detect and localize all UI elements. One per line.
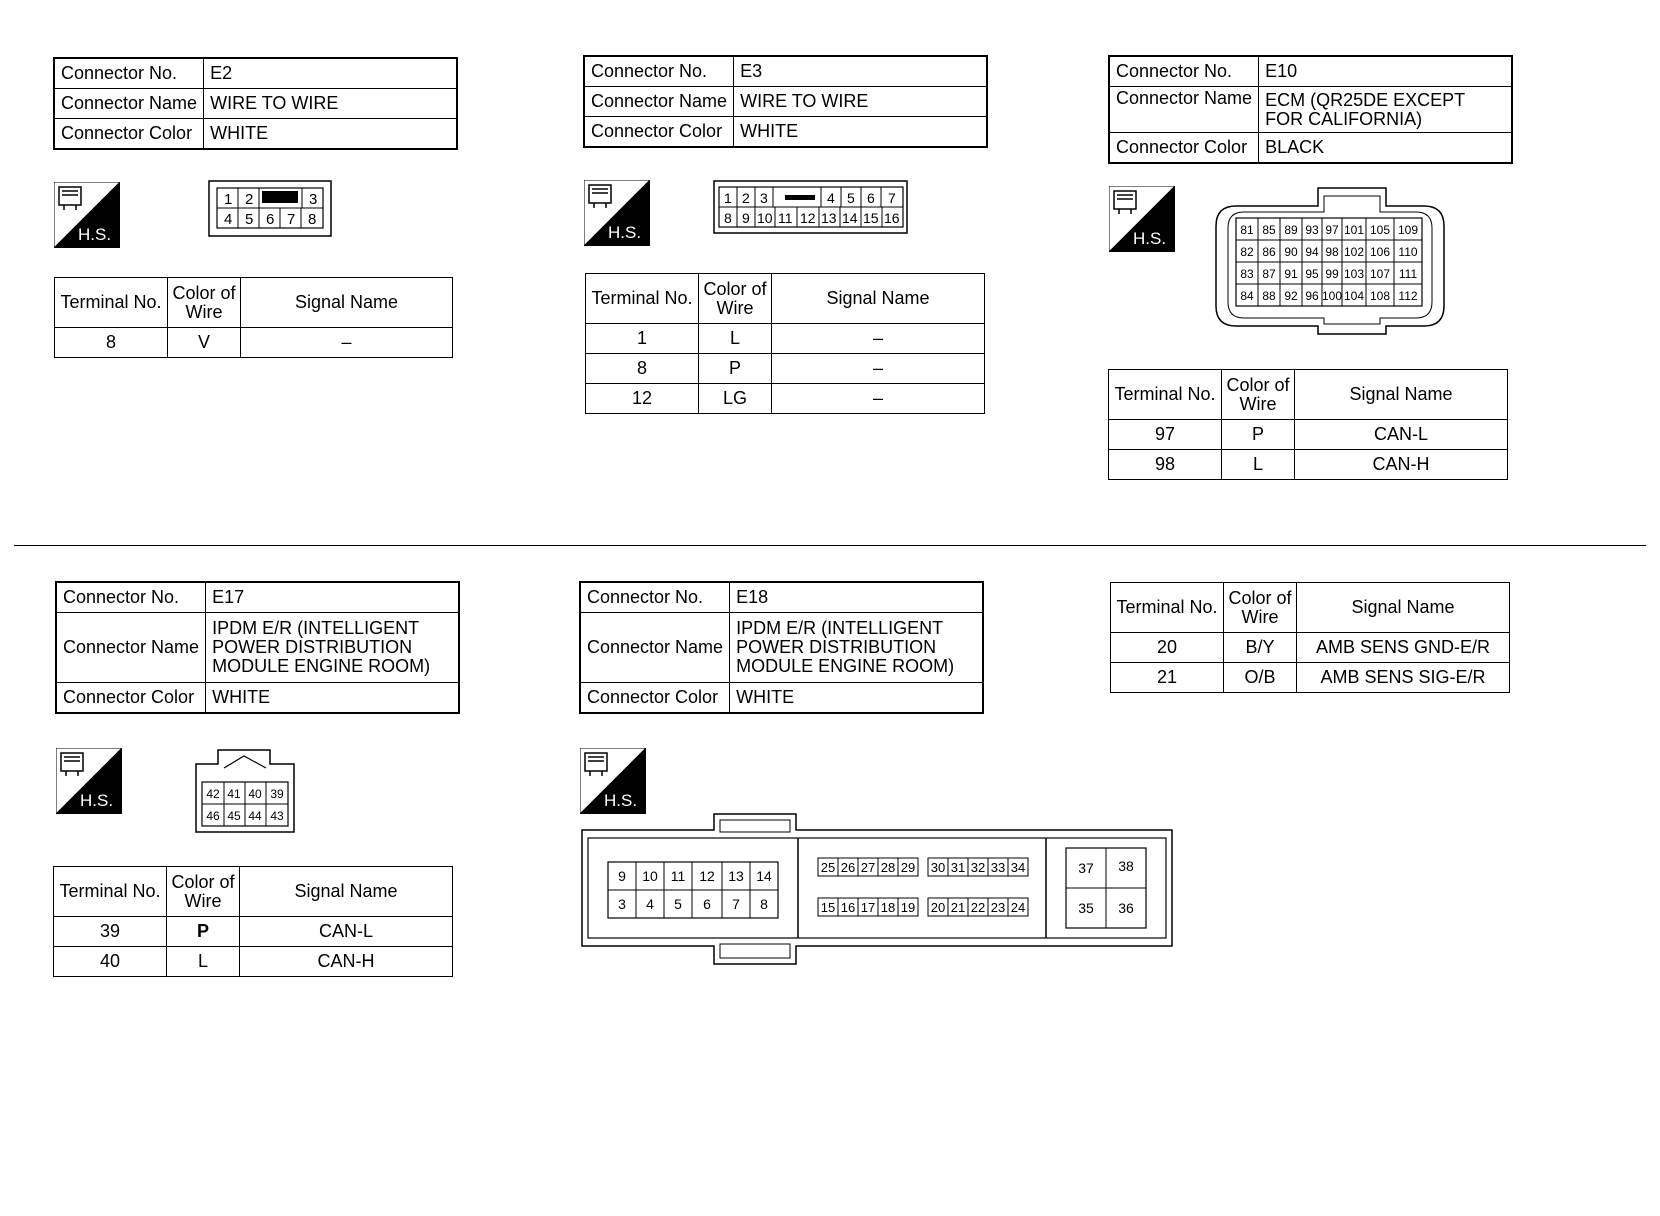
hs-label: H.S. <box>604 791 638 810</box>
terminal-header: Terminal No. <box>1109 370 1222 420</box>
pin-label: 2 <box>245 191 254 208</box>
wire-color-header <box>1222 370 1295 420</box>
wire-cell: P <box>1222 420 1295 450</box>
connector-color-value: BLACK <box>1259 133 1512 163</box>
connector-no-value: E17 <box>206 583 459 613</box>
pin-label: 105 <box>1369 223 1391 237</box>
header-line: Wire <box>716 297 754 318</box>
header-line: Wire <box>185 301 223 322</box>
connector-name-label: Connector Name <box>55 89 204 119</box>
name-line: IPDM E/R (INTELLIGENT <box>736 618 944 638</box>
table-row <box>1109 420 1508 450</box>
pin-label: 89 <box>1284 223 1298 237</box>
header-line: Color of <box>172 282 236 303</box>
pin-label: 8 <box>308 211 317 228</box>
terminal-cell: 40 <box>54 947 167 977</box>
pin-label: 3 <box>760 190 768 206</box>
signal-cell: – <box>241 328 453 358</box>
e17-connector-face <box>194 748 296 834</box>
e2-terminal-table <box>54 277 453 358</box>
signal-cell: AMB SENS SIG-E/R <box>1297 663 1510 693</box>
connector-no-label: Connector No. <box>581 583 730 613</box>
signal-cell: CAN-H <box>1295 450 1508 480</box>
pin-label: 7 <box>888 190 896 206</box>
pin-label: 40 <box>248 787 262 801</box>
signal-header: Signal Name <box>240 867 453 917</box>
pin-label: 16 <box>884 210 900 226</box>
e2-connector-info-table <box>54 58 457 149</box>
e3-terminal-table <box>585 273 985 414</box>
pin-label: 17 <box>860 900 876 915</box>
pin-label: 5 <box>674 896 682 912</box>
connector-name-label: Connector Name <box>1110 87 1259 133</box>
pin-label: 4 <box>224 211 233 228</box>
pin-label: 8 <box>724 210 732 226</box>
pin-label: 38 <box>1118 858 1134 874</box>
terminal-header: Terminal No. <box>586 274 699 324</box>
e17-terminal-table <box>53 866 453 977</box>
connector-no-value: E3 <box>734 57 987 87</box>
e10-connector-face <box>1210 186 1450 338</box>
terminal-header: Terminal No. <box>1111 583 1224 633</box>
table-row <box>54 947 453 977</box>
pin-label: 82 <box>1240 245 1254 259</box>
table-row <box>1109 450 1508 480</box>
pin-label: 36 <box>1118 900 1134 916</box>
pin-label: 41 <box>227 787 241 801</box>
table-row <box>55 328 453 358</box>
wire-cell: P <box>167 917 240 947</box>
pin-label: 39 <box>270 787 284 801</box>
pin-label: 109 <box>1397 223 1419 237</box>
connector-no-label: Connector No. <box>585 57 734 87</box>
pin-label: 23 <box>990 900 1006 915</box>
hs-label: H.S. <box>608 223 642 242</box>
e2-connector-face <box>208 180 333 238</box>
signal-header: Signal Name <box>241 278 453 328</box>
pin-label: 13 <box>728 868 744 884</box>
signal-cell: – <box>772 324 985 354</box>
pin-label: 6 <box>266 211 275 228</box>
wire-cell: O/B <box>1224 663 1297 693</box>
pin-label: 103 <box>1343 267 1365 281</box>
pin-label: 10 <box>757 210 773 226</box>
pin-label: 27 <box>860 860 876 875</box>
signal-header: Signal Name <box>772 274 985 324</box>
connector-color-label: Connector Color <box>581 683 730 713</box>
pin-label: 91 <box>1284 267 1298 281</box>
wire-cell: P <box>699 354 772 384</box>
harness-side-icon <box>580 748 646 814</box>
connector-no-value: E18 <box>730 583 983 613</box>
pin-label: 9 <box>618 868 626 884</box>
name-line: MODULE ENGINE ROOM) <box>212 656 431 676</box>
pin-label: 101 <box>1343 223 1365 237</box>
pin-label: 85 <box>1262 223 1276 237</box>
pin-label: 84 <box>1240 289 1254 303</box>
pin-label: 86 <box>1262 245 1276 259</box>
pin-label: 14 <box>756 868 772 884</box>
pin-label: 6 <box>703 896 711 912</box>
header-line: Color of <box>1226 374 1290 395</box>
pin-label: 30 <box>930 860 946 875</box>
wire-color-header <box>167 867 240 917</box>
connector-color-label: Connector Color <box>57 683 206 713</box>
connector-name-value <box>1259 87 1512 133</box>
pin-label: 93 <box>1305 223 1319 237</box>
hs-label: H.S. <box>80 791 114 810</box>
pin-label: 15 <box>863 210 879 226</box>
header-line: Color of <box>171 871 235 892</box>
harness-side-icon <box>56 748 122 814</box>
wire-color-header <box>168 278 241 328</box>
pin-label: 94 <box>1305 245 1319 259</box>
pin-label: 12 <box>699 868 715 884</box>
wire-cell: L <box>167 947 240 977</box>
table-row <box>586 354 985 384</box>
pin-label: 102 <box>1343 245 1365 259</box>
pin-label: 46 <box>206 809 220 823</box>
wire-color-header <box>699 274 772 324</box>
connector-name-value <box>730 613 983 683</box>
pin-label: 11 <box>778 210 793 226</box>
header-line: Color of <box>703 278 767 299</box>
e18-connector-face <box>580 812 1176 972</box>
connector-no-value: E10 <box>1259 57 1512 87</box>
pin-label: 13 <box>821 210 837 226</box>
e18-terminal-table <box>1110 582 1510 693</box>
pin-label: 32 <box>970 860 986 875</box>
pin-label: 100 <box>1321 289 1343 303</box>
signal-cell: AMB SENS GND-E/R <box>1297 633 1510 663</box>
pin-label: 34 <box>1010 860 1026 875</box>
connector-color-label: Connector Color <box>1110 133 1259 163</box>
pin-label: 112 <box>1398 289 1418 303</box>
pin-label: 97 <box>1325 223 1339 237</box>
terminal-cell: 97 <box>1109 420 1222 450</box>
connector-no-label: Connector No. <box>55 59 204 89</box>
pin-label: 3 <box>309 191 318 208</box>
pin-label: 99 <box>1325 267 1339 281</box>
pin-label: 11 <box>670 868 686 884</box>
pin-label: 106 <box>1369 245 1391 259</box>
terminal-cell: 1 <box>586 324 699 354</box>
wire-cell: B/Y <box>1224 633 1297 663</box>
wire-cell: L <box>699 324 772 354</box>
terminal-cell: 12 <box>586 384 699 414</box>
signal-cell: – <box>772 354 985 384</box>
pin-label: 90 <box>1284 245 1298 259</box>
terminal-cell: 8 <box>55 328 168 358</box>
pin-label: 111 <box>1398 267 1418 281</box>
connector-name-label: Connector Name <box>57 613 206 683</box>
pin-label: 110 <box>1398 245 1418 259</box>
e10-connector-info-table <box>1109 56 1512 163</box>
signal-cell: CAN-L <box>240 917 453 947</box>
terminal-cell: 21 <box>1111 663 1224 693</box>
pin-label: 16 <box>840 900 856 915</box>
pin-label: 1 <box>224 191 233 208</box>
table-row <box>1111 633 1510 663</box>
pin-label: 87 <box>1262 267 1276 281</box>
table-row <box>586 384 985 414</box>
wire-cell: V <box>168 328 241 358</box>
section-divider <box>14 545 1646 546</box>
e18-connector-info-table <box>580 582 983 713</box>
pin-label: 95 <box>1305 267 1319 281</box>
table-row <box>54 917 453 947</box>
pin-label: 7 <box>732 896 740 912</box>
pin-label: 107 <box>1369 267 1391 281</box>
pin-label: 3 <box>618 896 626 912</box>
pin-label: 92 <box>1284 289 1298 303</box>
pin-label: 12 <box>800 210 816 226</box>
connector-name-value <box>206 613 459 683</box>
harness-side-icon <box>54 182 120 248</box>
name-line: FOR CALIFORNIA) <box>1265 108 1423 129</box>
connector-no-label: Connector No. <box>57 583 206 613</box>
pin-label: 29 <box>900 860 916 875</box>
pin-label: 7 <box>287 211 296 228</box>
pin-label: 8 <box>760 896 768 912</box>
terminal-cell: 8 <box>586 354 699 384</box>
pin-label: 14 <box>842 210 858 226</box>
table-row <box>1111 663 1510 693</box>
pin-label: 44 <box>248 809 262 823</box>
terminal-header: Terminal No. <box>54 867 167 917</box>
header-line: Wire <box>1239 393 1277 414</box>
pin-label: 18 <box>880 900 896 915</box>
connector-color-label: Connector Color <box>585 117 734 147</box>
pin-label: 45 <box>227 809 241 823</box>
pin-label: 35 <box>1078 900 1094 916</box>
pin-label: 4 <box>827 190 835 206</box>
connector-name-value: WIRE TO WIRE <box>204 89 457 119</box>
pin-label: 1 <box>724 190 732 206</box>
pin-label: 21 <box>950 900 966 915</box>
pin-label: 83 <box>1240 267 1254 281</box>
signal-cell: – <box>772 384 985 414</box>
name-line: IPDM E/R (INTELLIGENT <box>212 618 420 638</box>
connector-color-value: WHITE <box>730 683 983 713</box>
terminal-header: Terminal No. <box>55 278 168 328</box>
terminal-cell: 98 <box>1109 450 1222 480</box>
connector-color-value: WHITE <box>734 117 987 147</box>
pin-label: 37 <box>1078 860 1094 876</box>
e3-connector-face <box>713 180 909 236</box>
connector-color-value: WHITE <box>204 119 457 149</box>
pin-label: 22 <box>970 900 986 915</box>
hs-label: H.S. <box>78 225 112 244</box>
name-line: POWER DISTRIBUTION <box>736 637 937 657</box>
e3-connector-info-table <box>584 56 987 147</box>
connector-name-value: WIRE TO WIRE <box>734 87 987 117</box>
pin-label: 15 <box>820 900 836 915</box>
pin-label: 19 <box>900 900 916 915</box>
pin-label: 24 <box>1010 900 1026 915</box>
pin-label: 98 <box>1325 245 1339 259</box>
pin-label: 2 <box>742 190 750 206</box>
header-line: Wire <box>1241 606 1279 627</box>
name-line: MODULE ENGINE ROOM) <box>736 656 955 676</box>
pin-label: 6 <box>867 190 875 206</box>
signal-cell: CAN-L <box>1295 420 1508 450</box>
connector-no-label: Connector No. <box>1110 57 1259 87</box>
connector-name-label: Connector Name <box>585 87 734 117</box>
pin-label: 5 <box>245 211 254 228</box>
terminal-cell: 39 <box>54 917 167 947</box>
wire-cell: L <box>1222 450 1295 480</box>
pin-label: 33 <box>990 860 1006 875</box>
connector-no-value: E2 <box>204 59 457 89</box>
harness-side-icon <box>584 180 650 246</box>
connector-color-value: WHITE <box>206 683 459 713</box>
name-line: POWER DISTRIBUTION <box>212 637 413 657</box>
header-line: Wire <box>184 890 222 911</box>
pin-label: 42 <box>206 787 220 801</box>
connector-name-label: Connector Name <box>581 613 730 683</box>
pin-label: 4 <box>646 896 654 912</box>
pin-label: 10 <box>642 868 658 884</box>
pin-label: 88 <box>1262 289 1276 303</box>
signal-header: Signal Name <box>1297 583 1510 633</box>
signal-cell: CAN-H <box>240 947 453 977</box>
e17-connector-info-table <box>56 582 459 713</box>
signal-header: Signal Name <box>1295 370 1508 420</box>
pin-label: 5 <box>847 190 855 206</box>
pin-label: 9 <box>742 210 750 226</box>
pin-label: 104 <box>1343 289 1365 303</box>
pin-label: 43 <box>270 809 284 823</box>
pin-label: 28 <box>880 860 896 875</box>
hs-label: H.S. <box>1133 229 1167 248</box>
wire-color-header <box>1224 583 1297 633</box>
connector-color-label: Connector Color <box>55 119 204 149</box>
header-line: Color of <box>1228 587 1292 608</box>
pin-label: 81 <box>1240 223 1254 237</box>
pin-label: 31 <box>950 860 966 875</box>
pin-label: 26 <box>840 860 856 875</box>
terminal-cell: 20 <box>1111 633 1224 663</box>
pin-label: 25 <box>820 860 836 875</box>
name-line: ECM (QR25DE EXCEPT <box>1265 89 1466 110</box>
e10-terminal-table <box>1108 369 1508 480</box>
pin-label: 96 <box>1305 289 1319 303</box>
pin-label: 20 <box>930 900 946 915</box>
pin-label: 108 <box>1369 289 1391 303</box>
wire-cell: LG <box>699 384 772 414</box>
harness-side-icon <box>1109 186 1175 252</box>
table-row <box>586 324 985 354</box>
